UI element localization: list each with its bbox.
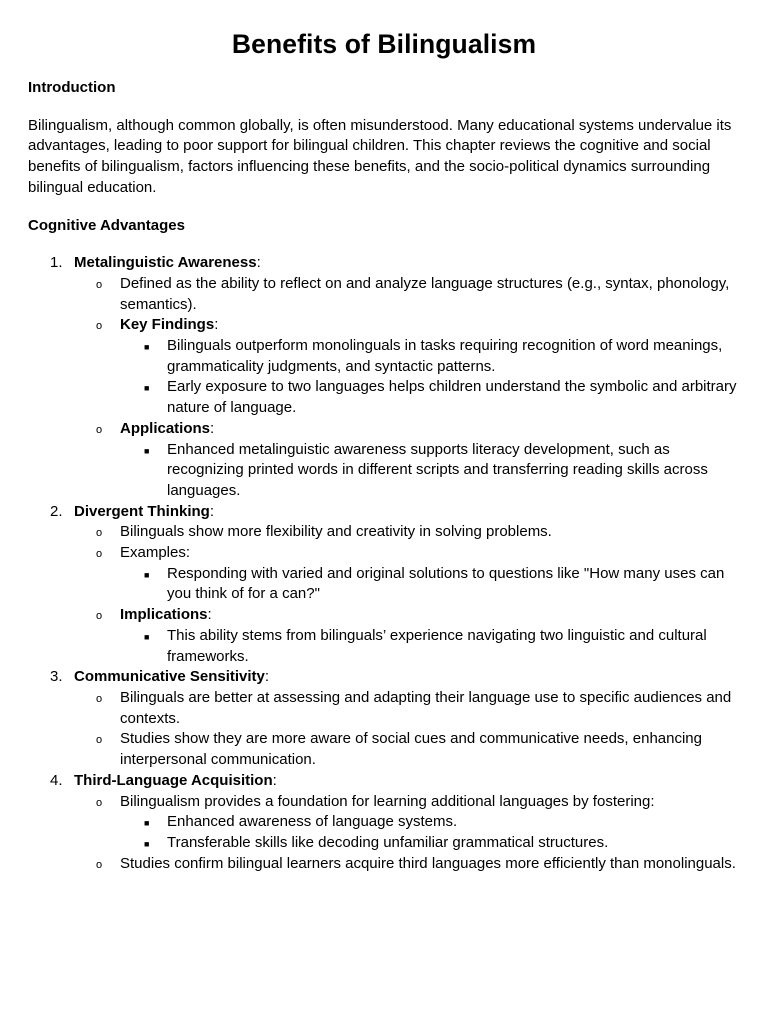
item-punct: : [256, 254, 261, 272]
sub-item-text: Examples: [120, 544, 191, 562]
square-bullet-icon: ■ [144, 838, 150, 849]
sub-item-text: : [214, 316, 219, 334]
sub-list-item [74, 729, 740, 770]
nested-list [120, 336, 740, 419]
nested-list [120, 812, 740, 853]
introduction-paragraph: Bilingualism, although common globally, is often misunderstood. Many educational systems undervalue its advantages, leading to poor support for bilingual children. This chapter reviews the cognitive and social benefits of bilingualism, factors influencing these benefits, and the socio-political dynamics surrounding bilingual education. [28, 116, 732, 196]
sub-item-text: Studies show they are more aware of social cues and communicative needs, enhancing interpersonal communication. [120, 730, 702, 769]
sub-item-text: Bilinguals show more flexibility and creativity in solving problems. [120, 523, 552, 541]
nested-list-item [120, 440, 740, 502]
nested-list [120, 564, 740, 605]
sub-list-item [74, 522, 740, 543]
square-bullet-icon: ■ [144, 569, 150, 580]
sub-item-text: Defined as the ability to reflect on and analyze language structures (e.g., syntax, phonology, semantics). [120, 274, 730, 313]
list-item [28, 253, 740, 501]
hollow-circle-bullet-icon: o [96, 548, 103, 561]
list-item [28, 667, 740, 771]
nested-item-text: Responding with varied and original solutions to questions like "How many uses can you think of for a can?" [167, 564, 725, 603]
nested-item-text: Enhanced awareness of language systems. [167, 813, 458, 831]
list-item [28, 502, 740, 668]
hollow-circle-bullet-icon: o [96, 423, 103, 436]
item-punct: : [264, 668, 270, 686]
square-bullet-icon: ■ [144, 342, 150, 353]
sub-list-item [74, 605, 740, 667]
nested-list-item [120, 336, 740, 377]
hollow-circle-bullet-icon: o [96, 796, 103, 809]
sub-list [74, 274, 740, 502]
sub-list [74, 792, 740, 875]
sub-item-text: Bilinguals are better at assessing and adapting their language use to specific audiences and contexts. [120, 688, 732, 727]
nested-item-text: Transferable skills like decoding unfamiliar grammatical structures. [167, 833, 609, 851]
sub-list-item [74, 315, 740, 419]
nested-item-text: Bilinguals outperform monolinguals in tasks requiring recognition of word meanings, grammaticality judgments, and syntactic patterns. [167, 337, 723, 375]
hollow-circle-bullet-icon: o [96, 278, 103, 291]
sub-list-item [74, 792, 740, 854]
nested-list [120, 440, 740, 502]
list-number: 2. [50, 502, 63, 520]
list-number: 4. [50, 771, 63, 789]
sub-item-text: Studies confirm bilingual learners acquire third languages more efficiently than monolinguals. [120, 854, 736, 872]
list-number: 1. [50, 254, 63, 272]
nested-list-item [120, 626, 740, 667]
square-bullet-icon: ■ [144, 445, 150, 456]
cognitive-advantages-list [28, 253, 740, 874]
sub-item-label: Implications [120, 606, 208, 624]
square-bullet-icon: ■ [144, 818, 150, 829]
hollow-circle-bullet-icon: o [96, 527, 103, 540]
nested-list [120, 626, 740, 667]
nested-list-item [120, 564, 740, 605]
item-term: Third-Language Acquisition [74, 771, 273, 789]
nested-item-text: This ability stems from bilinguals’ experience navigating two linguistic and cultural frameworks. [167, 626, 707, 665]
item-term: Metalinguistic Awareness [74, 254, 257, 272]
hollow-circle-bullet-icon: o [96, 734, 103, 747]
item-punct: : [272, 771, 277, 789]
sub-list-item [74, 854, 740, 875]
square-bullet-icon: ■ [144, 383, 150, 394]
hollow-circle-bullet-icon: o [96, 858, 103, 871]
item-term: Communicative Sensitivity [74, 668, 265, 686]
cognitive-advantages-heading: Cognitive Advantages [28, 216, 185, 234]
sub-list-item [74, 274, 740, 315]
document-title: Benefits of Bilingualism [231, 29, 537, 59]
sub-item-label: Key Findings [120, 316, 215, 334]
hollow-circle-bullet-icon: o [96, 610, 103, 623]
list-number: 3. [50, 668, 63, 686]
sub-item-text: : [207, 606, 212, 624]
hollow-circle-bullet-icon: o [96, 692, 103, 705]
sub-list-item [74, 543, 740, 605]
square-bullet-icon: ■ [144, 631, 150, 642]
sub-list-item [74, 419, 740, 502]
introduction-heading: Introduction [28, 79, 116, 96]
sub-item-label: Applications [120, 419, 211, 437]
sub-list [74, 688, 740, 771]
sub-item-text: Bilingualism provides a foundation for learning additional languages by fostering: [120, 792, 655, 810]
nested-list-item [120, 833, 740, 854]
nested-list-item [120, 377, 740, 418]
sub-item-text: : [210, 419, 215, 437]
sub-list-item [74, 688, 740, 729]
list-item [28, 771, 740, 875]
hollow-circle-bullet-icon: o [96, 320, 103, 333]
nested-item-text: Enhanced metalinguistic awareness supports literacy development, such as recognizing printed words in different scripts and transferring reading skills across languages. [167, 440, 708, 499]
item-term: Divergent Thinking [74, 502, 210, 520]
sub-list [74, 522, 740, 667]
item-punct: : [209, 502, 215, 520]
nested-list-item [120, 812, 740, 833]
nested-item-text: Early exposure to two languages helps children understand the symbolic and arbitrary nature of language. [167, 378, 737, 417]
